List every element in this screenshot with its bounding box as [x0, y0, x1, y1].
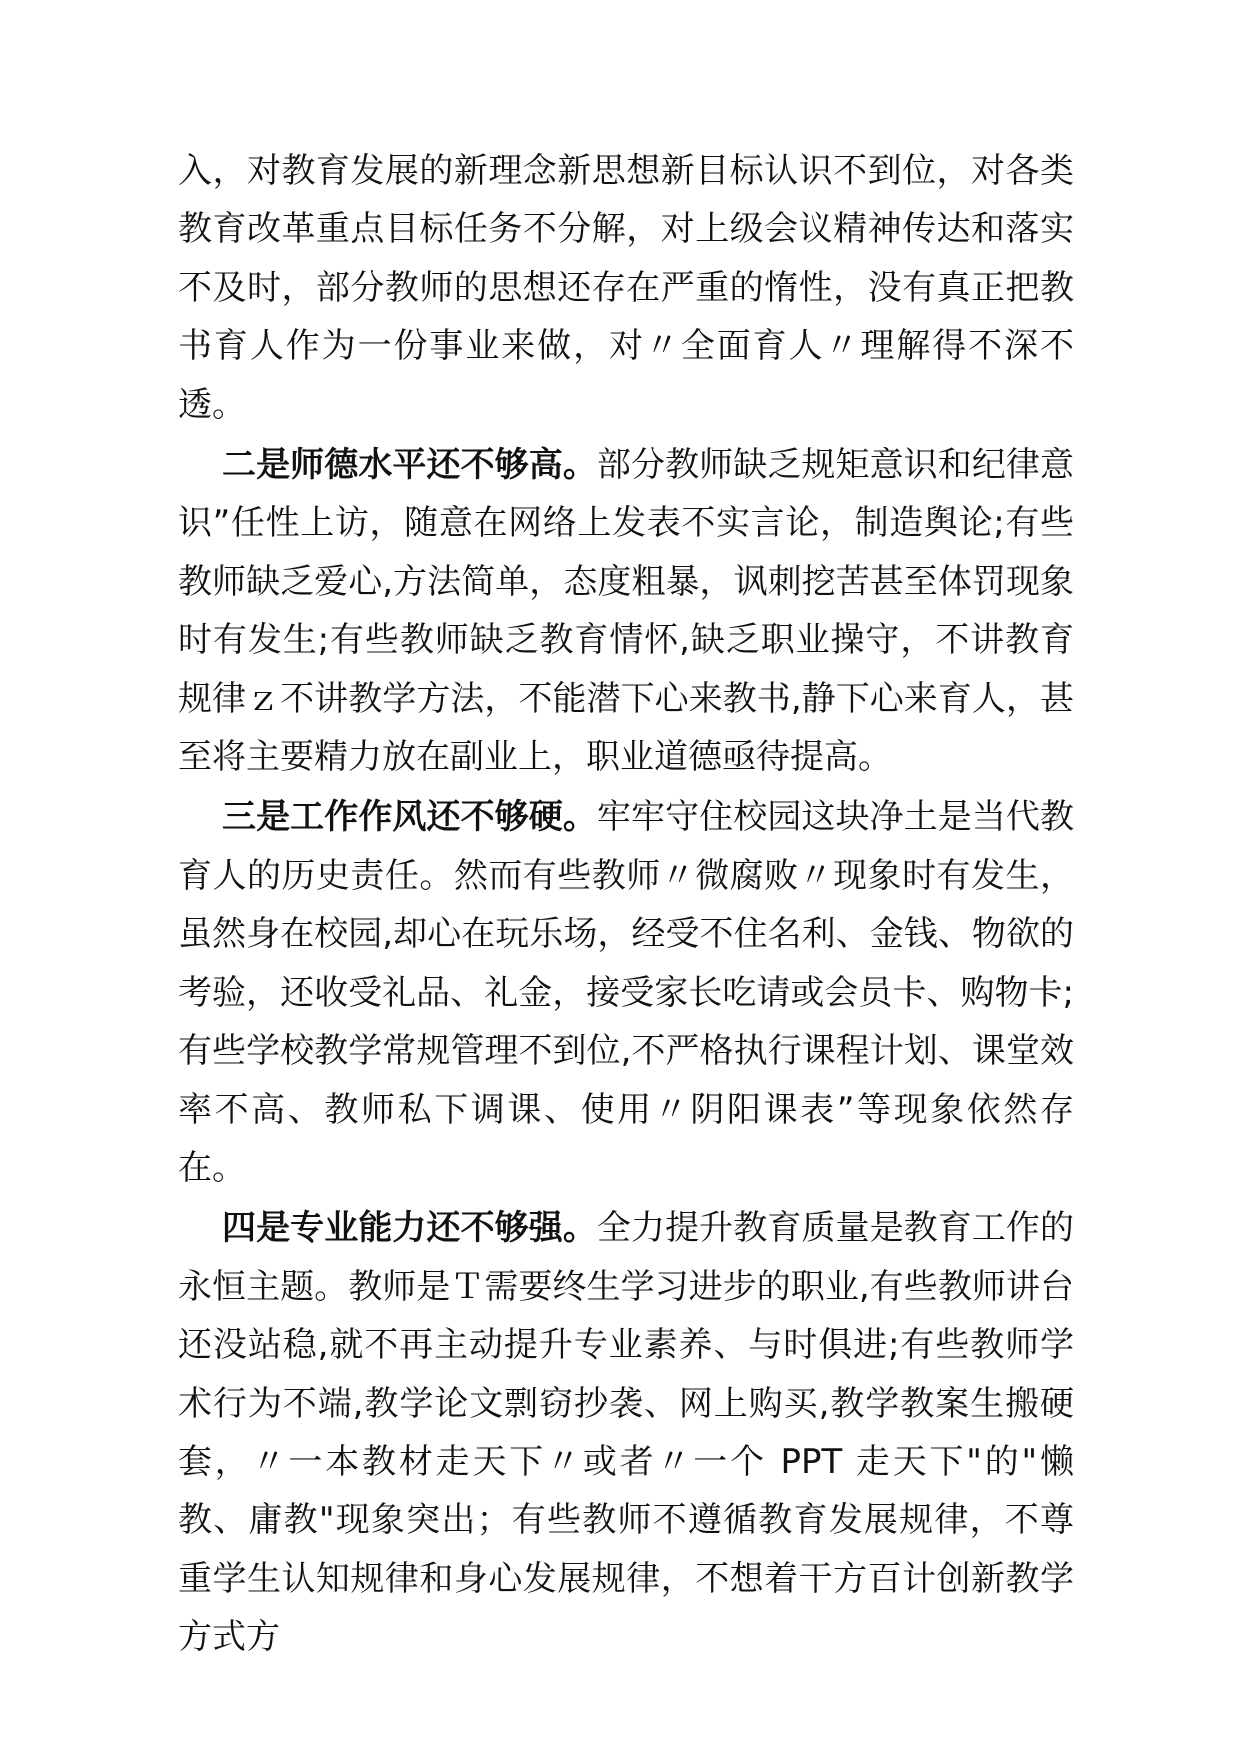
- paragraph-text: 全力提升教育质量是教育工作的永恒主题。教师是Ｔ需要终生学习进步的职业,有些教师讲台还没站稳,就不再主动提升专业素养、与时俱进;有些教师学术行为不端,教学论文剽窃抄袭、网上购买,教学教案生搬硬套，〃一本教材走天下〃或者〃一个 PPT 走天下"的"懒教、庸教"现象突出；有些教师不遵循教育发展规律，不尊重学生认知规律和身心发展规律，不想着干方百计创新教学方式方: [178, 1208, 1075, 1658]
- paragraph-work-style: [178, 788, 1074, 1197]
- document-page: [178, 142, 1074, 1669]
- paragraph-heading: 二是师德水平还不够高。: [222, 445, 597, 486]
- paragraph-text: 入，对教育发展的新理念新思想新目标认识不到位，对各类教育改革重点目标任务不分解，对上级会议精神传达和落实不及时，部分教师的思想还存在严重的惰性，没有真正把教书育人作为一份事业来做，对〃全面育人〃理解得不深不透。: [178, 151, 1074, 425]
- paragraph-text: 牢牢守住校园这块净土是当代教育人的历史责任。然而有些教师〃微腐败〃现象时有发生，虽然身在校园,却心在玩乐场，经受不住名利、金钱、物欲的考验，还收受礼品、礼金，接受家长吃请或会员卡、购物卡;有些学校教学常规管理不到位,不严格执行课程计划、课堂效率不高、教师私下调课、使用〃阴阳课表”等现象依然存在。: [178, 797, 1075, 1188]
- paragraph-professional-ability: [178, 1199, 1074, 1666]
- paragraph-continuation: [178, 142, 1074, 434]
- paragraph-text: 部分教师缺乏规矩意识和纪律意识”任性上访，随意在网络上发表不实言论，制造舆论;有些教师缺乏爱心,方法简单，态度粗暴，讽刺挖苦甚至体罚现象时有发生;有些教师缺乏教育情怀,缺乏职业操守，不讲教育规律ｚ不讲教学方法，不能潜下心来教书,静下心来育人，甚至将主要精力放在副业上，职业道德亟待提高。: [178, 445, 1075, 778]
- paragraph-teacher-ethics: [178, 436, 1074, 786]
- paragraph-heading: 三是工作作风还不够硬。: [222, 797, 597, 838]
- paragraph-heading: 四是专业能力还不够强。: [222, 1208, 597, 1249]
